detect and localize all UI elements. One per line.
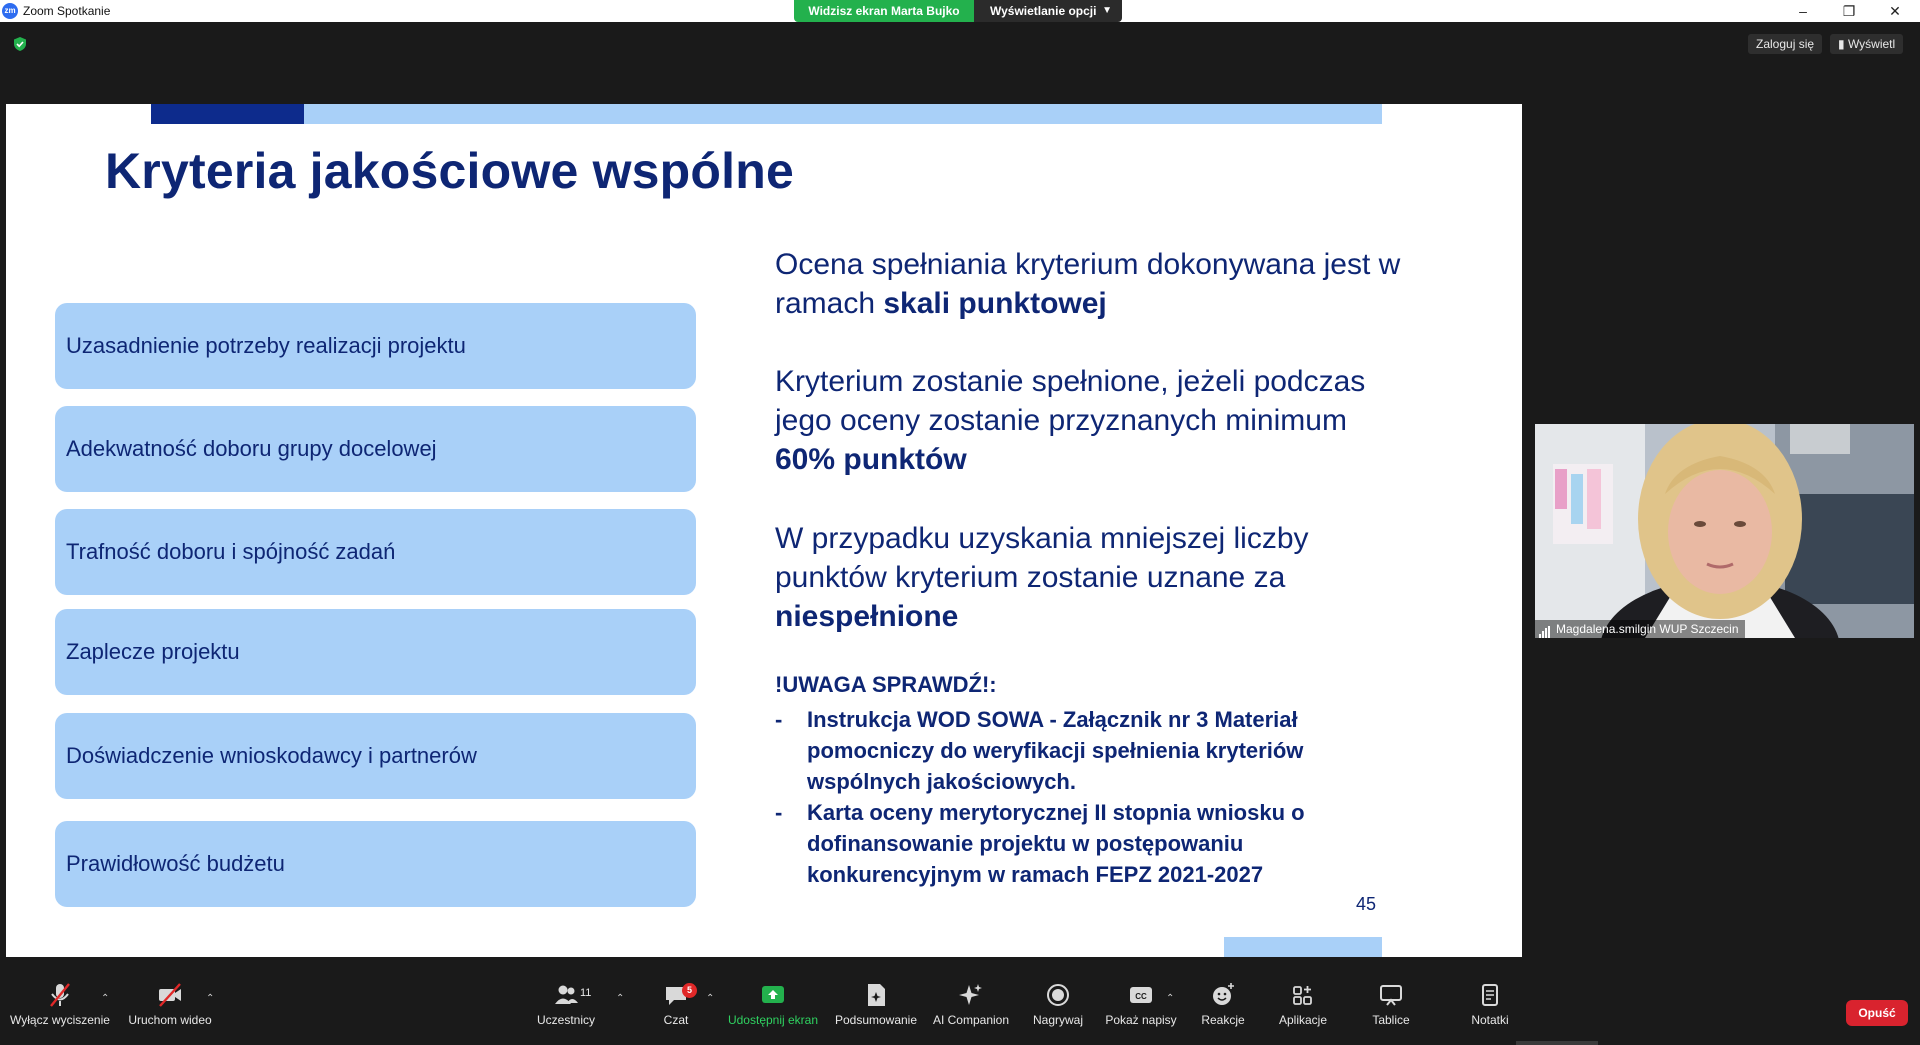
- reactions-emoji-icon: [1209, 981, 1237, 1009]
- slide-accent-bar: [151, 104, 304, 124]
- share-screen-button[interactable]: [723, 981, 823, 1027]
- view-label: Wyświetl: [1847, 37, 1896, 51]
- apps-grid-icon: [1289, 981, 1317, 1009]
- view-options-label: Wyświetlanie opcji: [990, 4, 1097, 18]
- share-screen-label: Udostępnij ekran: [727, 1013, 819, 1027]
- summary-button[interactable]: [826, 981, 926, 1027]
- view-button[interactable]: [1830, 34, 1903, 54]
- threshold-paragraph: Kryterium zostanie spełnione, jeżeli podczas jego oceny zostanie przyznanych minimum 60% punktów: [775, 365, 1366, 476]
- window-title: Zoom Spotkanie: [23, 4, 111, 18]
- whiteboards-button[interactable]: [1341, 981, 1441, 1027]
- criteria-box: [55, 509, 696, 595]
- criteria-box: [55, 406, 696, 492]
- apps-label: Aplikacje: [1278, 1013, 1328, 1027]
- record-label: Nagrywaj: [1032, 1013, 1083, 1027]
- criteria-label: Uzasadnienie potrzeby realizacji projektu: [66, 333, 466, 358]
- criteria-label: Prawidłowość budżetu: [66, 851, 285, 876]
- ai-sparkle-icon: [957, 981, 985, 1009]
- criteria-label: Doświadczenie wnioskodawcy i partnerów: [66, 743, 477, 768]
- warning-heading: !UWAGA SPRAWDŹ!:: [775, 672, 997, 697]
- security-shield-icon[interactable]: [12, 36, 28, 52]
- participants-label: Uczestnicy: [536, 1013, 595, 1027]
- audio-options-caret-icon[interactable]: ⌃: [101, 993, 110, 1004]
- criteria-label: Zaplecze projektu: [66, 639, 240, 664]
- scoring-scale-paragraph: Ocena spełniania kryterium dokonywana jest w ramach skali punktowej: [775, 248, 1401, 320]
- participant-video-tile[interactable]: [1535, 424, 1914, 638]
- screen-share-indicator: Widzisz ekran Marta Bujko: [794, 0, 974, 22]
- toolbar-scroll-indicator: [1516, 1041, 1598, 1045]
- chat-options-caret-icon[interactable]: ⌃: [706, 993, 715, 1004]
- restore-icon[interactable]: ❐: [1842, 3, 1856, 19]
- reference-bullet: - Karta oceny merytorycznej II stopnia wniosku o dofinansowanie projektu w postępowaniu konkurencyjnym w ramach FEPZ 2021-2027: [775, 800, 1305, 887]
- failure-paragraph: W przypadku uzyskania mniejszej liczby punktów kryterium zostanie uznane za niespełnione: [775, 522, 1309, 633]
- chat-button[interactable]: [626, 981, 726, 1027]
- svg-text:CC: CC: [1135, 992, 1147, 1001]
- slide-page-number: 45: [1356, 894, 1377, 914]
- minimize-icon[interactable]: –: [1799, 3, 1807, 19]
- unmute-label: Wyłącz wyciszenie: [10, 1013, 110, 1027]
- video-camera-off-icon: [156, 981, 184, 1009]
- leave-meeting-button[interactable]: Opuść: [1846, 1000, 1908, 1026]
- reactions-label: Reakcje: [1201, 1013, 1245, 1027]
- ai-companion-label: AI Companion: [932, 1013, 1010, 1027]
- closed-captions-icon: [1127, 981, 1155, 1009]
- chat-unread-badge: 5: [682, 983, 697, 998]
- shared-screen-slide: [6, 104, 1522, 957]
- reference-bullet: - Instrukcja WOD SOWA - Załącznik nr 3 Materiał pomocniczy do weryfikacji spełnienia kryteriów wspólnych jakościowych.: [775, 707, 1304, 794]
- sign-in-button[interactable]: Zaloguj się: [1748, 34, 1822, 54]
- zoom-logo-icon: zm: [2, 3, 18, 19]
- criteria-label: Adekwatność doboru grupy docelowej: [66, 436, 437, 461]
- whiteboards-label: Tablice: [1372, 1013, 1410, 1027]
- view-options-button[interactable]: [974, 0, 1122, 22]
- criteria-box: [55, 821, 696, 907]
- video-options-caret-icon[interactable]: ⌃: [206, 993, 215, 1004]
- participants-icon: [552, 981, 580, 1009]
- captions-options-caret-icon[interactable]: ⌃: [1166, 993, 1175, 1004]
- notes-icon: [1476, 981, 1504, 1009]
- close-icon[interactable]: ✕: [1889, 3, 1901, 19]
- notes-button[interactable]: [1440, 981, 1540, 1027]
- participant-name-label: [1535, 620, 1745, 638]
- criteria-box: [55, 713, 696, 799]
- whiteboard-icon: [1377, 981, 1405, 1009]
- share-screen-icon: [759, 981, 787, 1009]
- apps-button[interactable]: [1253, 981, 1353, 1027]
- view-icon: ▮: [1838, 37, 1845, 51]
- summary-document-icon: [862, 981, 890, 1009]
- signal-strength-icon: [1539, 620, 1551, 638]
- participants-button[interactable]: [516, 981, 616, 1027]
- participant-video-image: [1535, 424, 1914, 638]
- slide-accent-bar: [304, 104, 1382, 124]
- criteria-box: [55, 303, 696, 389]
- meeting-toolbar: [0, 973, 1920, 1045]
- unmute-button[interactable]: [10, 981, 110, 1027]
- show-captions-label: Pokaż napisy: [1105, 1013, 1177, 1027]
- participants-options-caret-icon[interactable]: ⌃: [616, 993, 625, 1004]
- slide-accent-bar: [1224, 937, 1382, 957]
- record-icon: [1044, 981, 1072, 1009]
- participant-name: Magdalena.smilgin WUP Szczecin: [1556, 622, 1739, 636]
- start-video-button[interactable]: [120, 981, 220, 1027]
- start-video-label: Uruchom wideo: [128, 1013, 212, 1027]
- ai-companion-button[interactable]: [921, 981, 1021, 1027]
- participants-count: 11: [580, 987, 592, 999]
- notes-label: Notatki: [1471, 1013, 1509, 1027]
- summary-label: Podsumowanie: [834, 1013, 918, 1027]
- slide-title: Kryteria jakościowe wspólne: [105, 143, 794, 199]
- chat-label: Czat: [663, 1013, 689, 1027]
- microphone-muted-icon: [46, 981, 74, 1009]
- chevron-down-icon: ▼: [1102, 5, 1112, 16]
- criteria-label: Trafność doboru i spójność zadań: [66, 539, 396, 564]
- criteria-box: [55, 609, 696, 695]
